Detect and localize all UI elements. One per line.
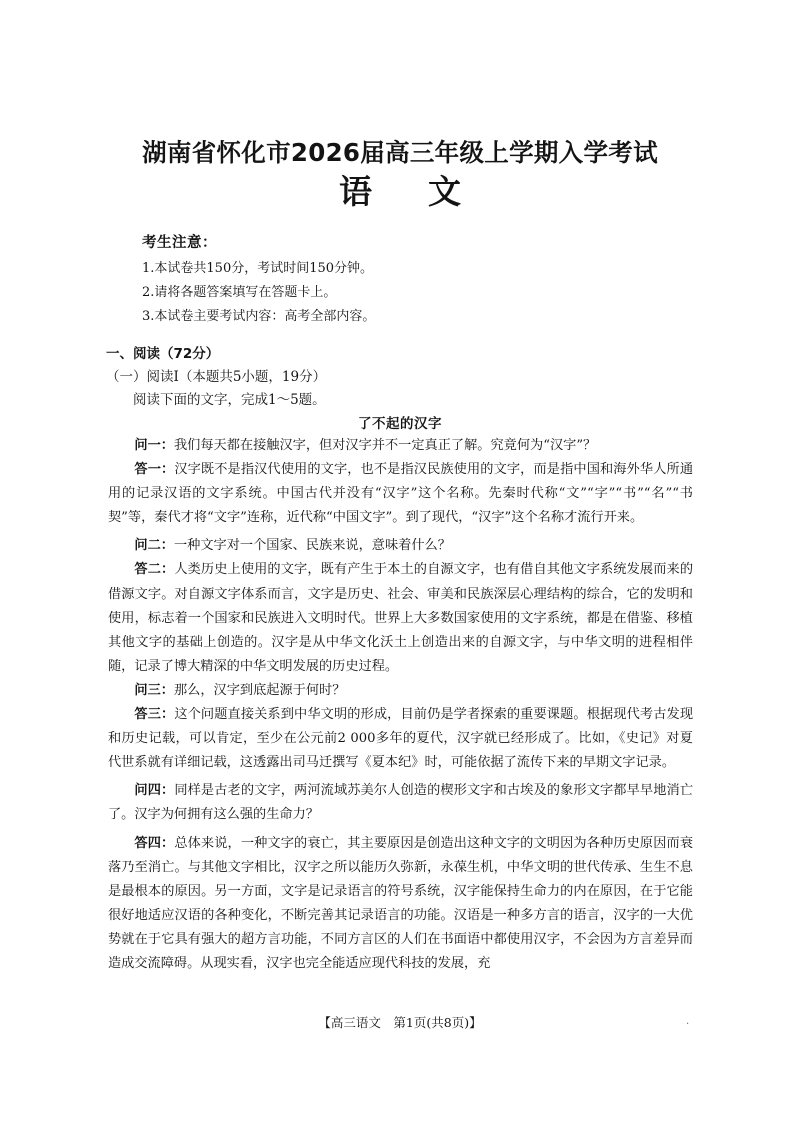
question-label: 问三： — [134, 682, 174, 698]
paragraph-text: 这个问题直接关系到中华文明的形成，目前仍是学者探索的重要课题。根据现代考古发现和历史记载，可以肯定，至少在公元前2 000多年的夏代，汉字就已经形成了。比如，《史记》对夏代世系就有详细记载，这透露出司马迁撰写《夏本纪》时，可能依据了流传下来的早期文字记录。 — [108, 707, 694, 771]
answer-label: 答二： — [134, 562, 175, 578]
paragraph-text: 汉字既不是指汉代使用的文字，也不是指汉民族使用的文字，而是指中国和海外华人所通用的记录汉语的文字系统。中国古代并没有“汉字”这个名称。先秦时代称“文”“字”“书”“名”“书契”等，秦代才将“文字”连称，近代称“中国文字”。到了现代，“汉字”这个名称才流行开来。 — [108, 462, 694, 526]
article-paragraph — [108, 779, 693, 827]
exam-title: 湖南省怀化市2026届高三年级上学期入学考试 — [142, 138, 658, 167]
page-footer: 【高三语文 第1页(共8页)】 — [318, 1015, 482, 1030]
article-paragraph — [108, 434, 693, 458]
scan-mark: . — [686, 1016, 690, 1027]
paragraph-text: 总体来说，一种文字的衰亡，其主要原因是创造出这种文字的文明因为各种历史原因而衰落乃至消亡。与其他文字相比，汉字之所以能历久弥新，永葆生机，中华文明的世代传承、生生不息是最根本的原因。另一方面，文字是记录语言的符号系统，汉字能保持生命力的内在原因，在于它能很好地适应汉语的各种变化，不断完善其记录语言的功能。汉语是一种多方言的语言，汉字的一大优势就在于它具有强大的超方言功能，不同方言区的人们在书面语中都使用汉字，不会因为方言差异而造成交流障碍。从现实看，汉字也完全能适应现代科技的发展，充 — [108, 835, 694, 971]
paragraph-text: 同样是古老的文字，两河流域苏美尔人创造的楔形文字和古埃及的象形文字都早早地消亡了。汉字为何拥有这么强的生命力？ — [108, 783, 694, 823]
section-heading: 一、阅读（72分） — [106, 346, 220, 362]
article-title: 了不起的汉字 — [358, 416, 442, 432]
notice-item: 3.本试卷主要考试内容：高考全部内容。 — [142, 309, 376, 324]
question-label: 问四： — [134, 783, 175, 799]
article-paragraph — [108, 832, 693, 977]
subject-title: 语文 — [339, 172, 517, 211]
article-paragraph — [108, 558, 693, 678]
article-paragraph — [108, 458, 693, 530]
answer-label: 答三： — [134, 707, 175, 723]
article-paragraph — [108, 703, 693, 775]
notice-heading: 考生注意： — [142, 235, 217, 251]
notice-item: 1.本试卷共150分，考试时间150分钟。 — [142, 261, 374, 276]
article-paragraph — [108, 534, 693, 558]
answer-label: 答四： — [134, 835, 175, 851]
paragraph-text: 我们每天都在接触汉字，但对汉字并不一定真正了解。究竟何为“汉字”？ — [173, 438, 597, 453]
paragraph-text: 一种文字对一个国家、民族来说，意味着什么？ — [173, 538, 451, 554]
notice-item: 2.请将各题答案填写在答题卡上。 — [142, 285, 337, 300]
answer-label: 答一： — [134, 462, 175, 478]
reading-instruction: 阅读下面的文字，完成1～5题。 — [133, 392, 326, 408]
question-label: 问二： — [134, 538, 174, 554]
paragraph-text: 人类历史上使用的文字，既有产生于本土的自源文字，也有借自其他文字系统发展而来的借源文字。对自源文字体系而言，文字是历史、社会、审美和民族深层心理结构的综合，它的发明和使用，标志着一个国家和民族进入文明时代。世界上大多数国家使用的文字系统，都是在借鉴、移植其他文字的基础上创造的。汉字是从中华文化沃土上创造出来的自源文字，与中华文明的进程相伴随，记录了博大精深的中华文明发展的历史过程。 — [108, 562, 694, 674]
article-body — [108, 434, 693, 976]
candidate-notice — [142, 231, 375, 329]
paragraph-text: 那么，汉字到底起源于何时？ — [173, 682, 346, 698]
subsection-heading: （一）阅读Ⅰ（本题共5小题，19分） — [106, 369, 327, 385]
question-label: 问一： — [134, 438, 174, 453]
article-paragraph — [108, 679, 693, 703]
